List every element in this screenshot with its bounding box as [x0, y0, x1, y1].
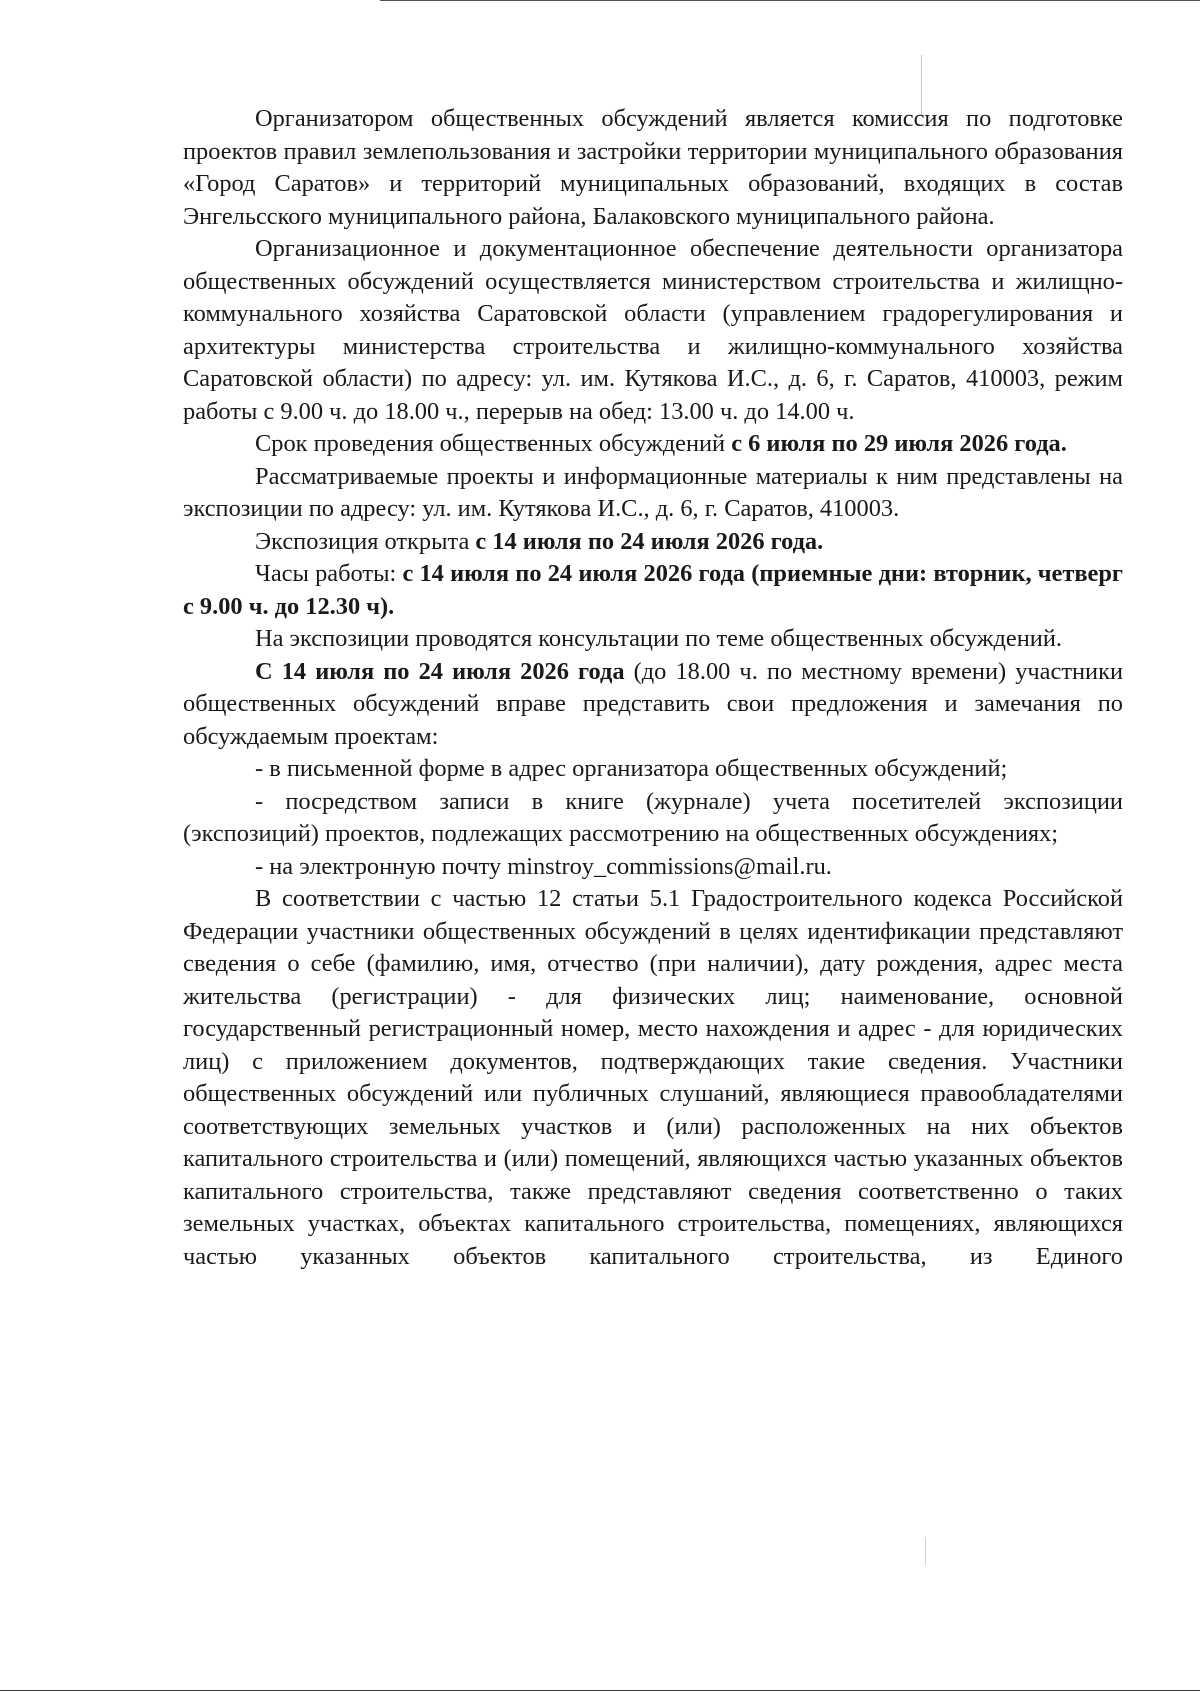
- document-paragraph: [183, 656, 1123, 754]
- document-paragraph: [183, 526, 1123, 559]
- bold-text: С 14 июля по 24 июля 2026 года: [255, 657, 625, 685]
- text-run: - на электронную почту minstroy_commissions@mail.ru.: [255, 852, 832, 880]
- document-paragraph: [183, 786, 1123, 851]
- text-run: Часы работы:: [255, 560, 403, 587]
- scan-artifact-line: [925, 1537, 926, 1565]
- text-run: (до 18.00 ч. по местному времени) участники общественных обсуждений вправе представить свои предложения и замечания по обсуждаемым проектам:: [183, 657, 1123, 750]
- document-paragraph: [183, 883, 1123, 1273]
- scan-edge-bottom: [0, 1690, 1200, 1691]
- text-run: Экспозиция открыта: [255, 527, 476, 555]
- text-run: Организатором общественных обсуждений является комиссия по подготовке проектов правил землепользования и застройки территории муниципального образования «Город Саратов» и территорий муниципальных образований, входящих в состав Энгельсского муниципального района, Балаковского муниципального района.: [183, 105, 1123, 230]
- bold-text: с 14 июля по 24 июля 2026 года (приемные дни: вторник, четверг с 9.00 ч. до 12.30 ч).: [183, 560, 1124, 620]
- text-run: Рассматриваемые проекты и информационные материалы к ним представлены на экспозиции по адресу: ул. им. Кутякова И.С., д. 6, г. Саратов, 410003.: [183, 462, 1123, 522]
- document-paragraph: [183, 461, 1123, 526]
- text-run: В соответствии с частью 12 статьи 5.1 Градостроительного кодекса Российской Федерации участники общественных обсуждений в целях идентификации представляют сведения о себе (фамилию, имя, отчество (при наличии), дату рождения, адрес места жительства (регистрации) - для физических лиц; наименование, основной государственный регистрационный номер, место нахождения и адрес - для юридических лиц) с приложением документов, подтверждающих такие сведения. Участники общественных обсуждений или публичных слушаний, являющиеся правообладателями соответствующих земельных участков и (или) расположенных на них объектов капитального строительства и (или) помещений, являющихся частью указанных объектов капитального строительства, также представляют сведения соответственно о таких земельных участках, объектах капитального строительства, помещениях, являющихся частью указанных объектов капитального строительства, из Единого: [183, 885, 1123, 1270]
- bold-text: с 6 июля по 29 июля 2026 года.: [731, 430, 1067, 457]
- document-paragraph: [183, 428, 1123, 461]
- document-paragraph: [183, 851, 1123, 884]
- document-paragraph: [183, 558, 1123, 623]
- text-run: - посредством записи в книге (журнале) учета посетителей экспозиции (экспозиций) проектов, подлежащих рассмотрению на общественных обсуждениях;: [183, 787, 1123, 847]
- document-paragraph: [183, 233, 1123, 428]
- scan-edge-top: [380, 0, 1200, 1]
- bold-text: с 14 июля по 24 июля 2026 года.: [475, 527, 824, 555]
- text-run: - в письменной форме в адрес организатора общественных обсуждений;: [255, 755, 1008, 782]
- text-run: На экспозиции проводятся консультации по теме общественных обсуждений.: [255, 625, 1062, 652]
- text-run: Организационное и документационное обеспечение деятельности организатора общественных обсуждений осуществляется министерством строительства и жилищно-коммунального хозяйства Саратовской области (управлением градорегулирования и архитектуры министерства строительства и жилищно-коммунального хозяйства Саратовской области) по адресу: ул. им. Кутякова И.С., д. 6, г. Саратов, 410003, режим работы с 9.00 ч. до 18.00 ч., перерыв на обед: 13.00 ч. до 14.00 ч.: [183, 235, 1123, 425]
- document-paragraph: [183, 103, 1123, 233]
- document-paragraph: [183, 623, 1123, 656]
- text-run: Срок проведения общественных обсуждений: [255, 430, 732, 457]
- document-paragraph: [183, 753, 1123, 786]
- document-body: [183, 103, 1123, 1273]
